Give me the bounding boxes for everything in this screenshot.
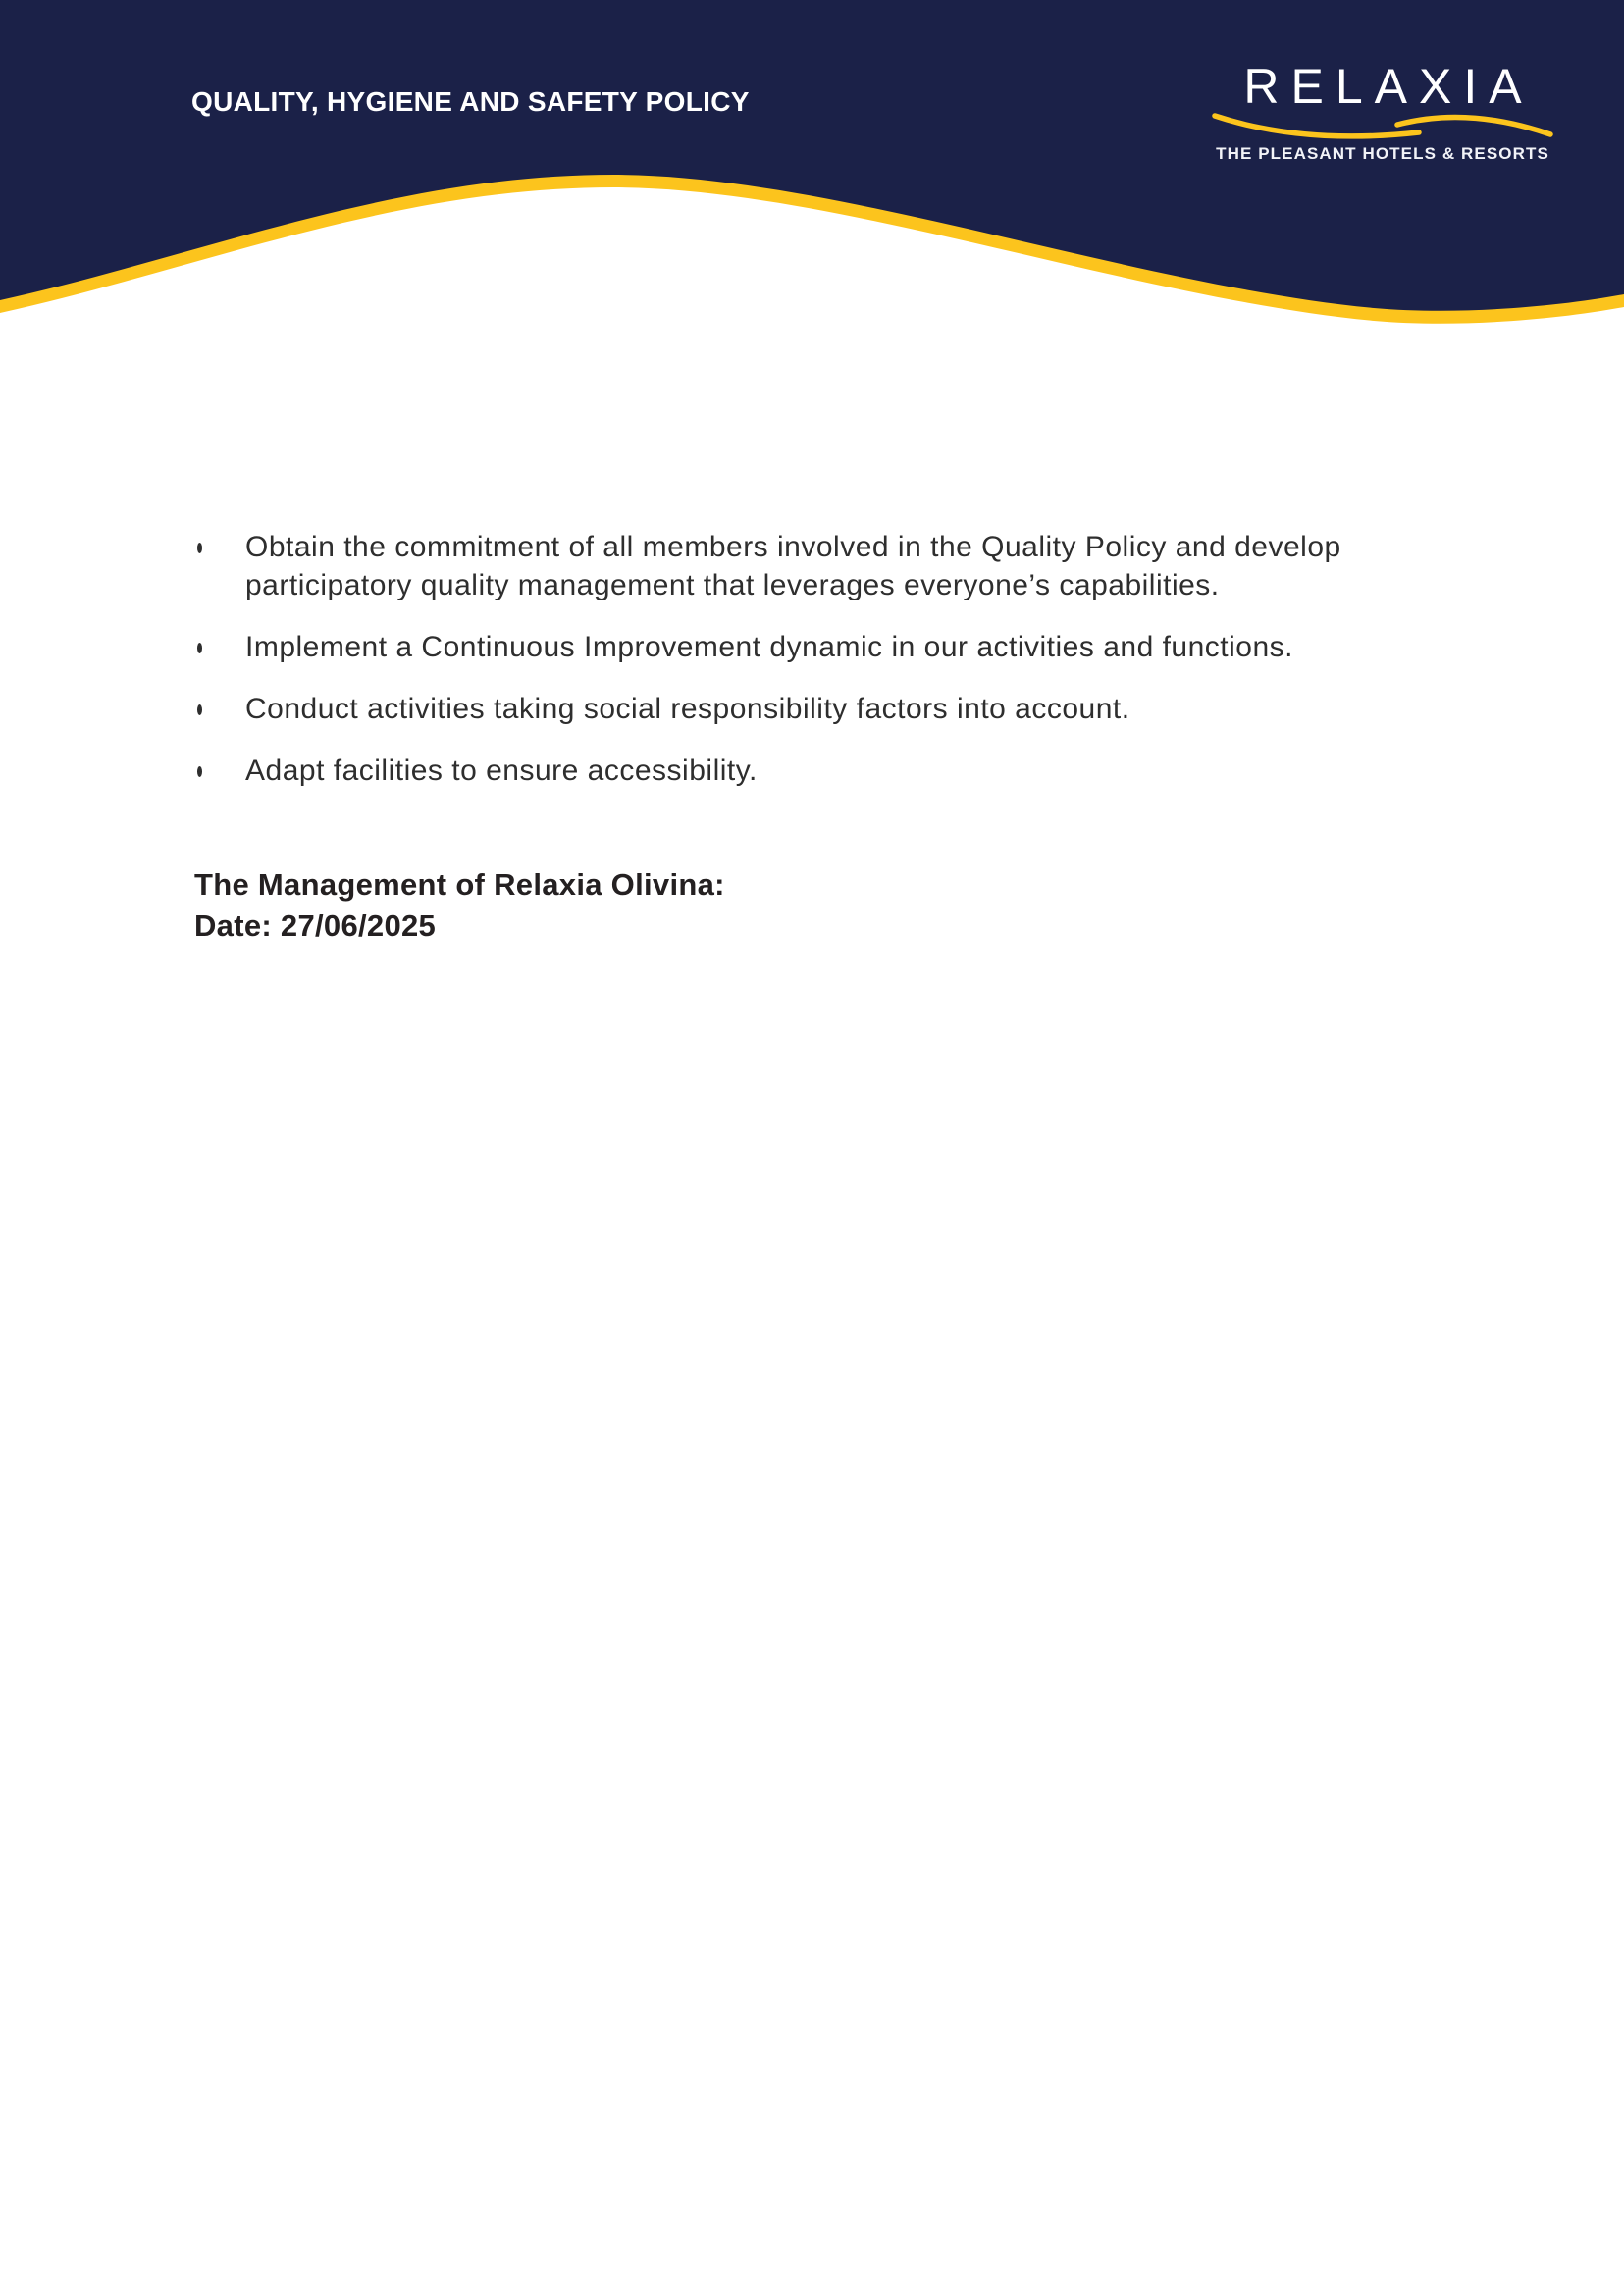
bullet-marker-icon [197,643,202,653]
bullet-list [194,528,1384,790]
bullet-item [194,752,1384,790]
bullet-item [194,528,1384,604]
signature-management-line: The Management of Relaxia Olivina: [194,867,725,902]
bullet-text: Adapt facilities to ensure accessibility. [245,755,758,787]
bullet-item [194,628,1384,666]
bullet-marker-icon [197,704,202,715]
signature-date-line: Date: 27/06/2025 [194,909,437,943]
signature-block [194,864,1384,947]
header-banner [0,0,1624,339]
brand-logo [1210,59,1555,164]
wave-swoosh-icon [1211,110,1554,141]
bullet-text: Implement a Continuous Improvement dynamic in our activities and functions. [245,631,1294,663]
document-body [194,528,1384,947]
page-title: QUALITY, HYGIENE AND SAFETY POLICY [191,86,750,117]
bullet-text: Obtain the commitment of all members involved in the Quality Policy and develop participatory quality management that leverages everyone’s capabilities. [245,531,1341,601]
bullet-text: Conduct activities taking social responsibility factors into account. [245,693,1130,725]
bullet-item [194,690,1384,728]
bullet-marker-icon [197,543,202,553]
swoosh-left-stroke [1215,116,1419,136]
logo-tagline: THE PLEASANT HOTELS & RESORTS [1216,144,1549,163]
bullet-marker-icon [197,766,202,777]
logo-wordmark: RELAXIA [1243,59,1534,114]
